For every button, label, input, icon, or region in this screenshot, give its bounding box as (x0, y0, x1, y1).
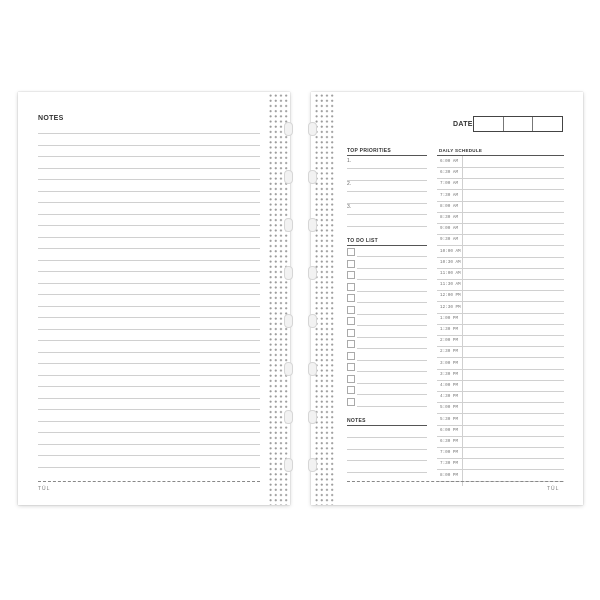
schedule-time-label: 8:30 AM (440, 215, 459, 220)
notes-line[interactable] (38, 145, 260, 146)
daily-schedule-title: DAILY SCHEDULE (439, 148, 483, 153)
daily-planner-page (311, 92, 583, 505)
binder-hole (308, 170, 317, 184)
bottom-dashed-line (347, 481, 563, 482)
todo-line[interactable] (357, 383, 427, 384)
notes-line[interactable] (38, 375, 260, 376)
todo-checkbox[interactable] (347, 248, 355, 256)
notes-title-small: NOTES (347, 418, 366, 424)
todo-title: TO DO LIST (347, 238, 378, 244)
schedule-rule (437, 155, 564, 156)
todo-line[interactable] (357, 360, 427, 361)
schedule-time-label: 6:00 PM (440, 427, 459, 433)
schedule-row-line[interactable] (437, 436, 564, 437)
schedule-row-line[interactable] (437, 380, 564, 381)
todo-checkbox[interactable] (347, 340, 355, 348)
notes-line[interactable] (38, 386, 260, 387)
notes-line[interactable] (38, 191, 260, 192)
notes-line[interactable] (38, 133, 260, 134)
priority-line[interactable] (347, 214, 427, 215)
notes-line[interactable] (38, 179, 260, 180)
notes-line[interactable] (38, 409, 260, 410)
dot-grid-strip (267, 92, 288, 505)
binder-hole (284, 218, 293, 232)
notes-line[interactable] (347, 449, 427, 450)
schedule-time-label: 5:00 PM (440, 405, 459, 411)
todo-line[interactable] (357, 256, 427, 257)
notes-line[interactable] (347, 460, 427, 461)
binder-hole (308, 218, 317, 232)
binder-hole (284, 410, 293, 424)
binder-hole (308, 362, 317, 376)
schedule-row-line[interactable] (437, 391, 564, 392)
schedule-time-label: 12:30 PM (440, 304, 461, 310)
schedule-row-line[interactable] (437, 301, 564, 302)
priority-line[interactable] (347, 226, 427, 227)
schedule-time-label: 2:30 PM (440, 349, 459, 355)
todo-line[interactable] (357, 314, 427, 315)
schedule-time-label: 1:30 PM (440, 327, 459, 332)
todo-line[interactable] (357, 337, 427, 338)
binder-hole (284, 458, 293, 472)
todo-checkbox[interactable] (347, 375, 355, 383)
todo-line[interactable] (357, 371, 427, 372)
todo-checkbox[interactable] (347, 329, 355, 337)
notes-title: NOTES (38, 115, 64, 122)
schedule-row-line[interactable] (437, 234, 564, 235)
schedule-row-line[interactable] (437, 212, 564, 213)
notes-line[interactable] (347, 472, 427, 473)
notes-line[interactable] (38, 352, 260, 353)
notes-line[interactable] (38, 398, 260, 399)
todo-checkbox[interactable] (347, 260, 355, 268)
schedule-row-line[interactable] (437, 357, 564, 358)
todo-line[interactable] (357, 348, 427, 349)
todo-checkbox[interactable] (347, 283, 355, 291)
bottom-dashed-line (38, 481, 260, 482)
schedule-row-line[interactable] (437, 324, 564, 325)
schedule-time-label: 1:00 PM (440, 315, 459, 321)
notes-line[interactable] (38, 237, 260, 238)
schedule-time-label: 4:30 PM (440, 394, 459, 400)
binder-hole (284, 362, 293, 376)
schedule-time-label: 6:00 AM (440, 159, 459, 164)
priority-line[interactable] (347, 168, 427, 169)
notes-line[interactable] (38, 271, 260, 272)
binder-hole (284, 314, 293, 328)
schedule-row-line[interactable] (437, 313, 564, 314)
brand-logo-left: TŪL (38, 486, 51, 492)
date-field[interactable] (473, 116, 563, 132)
schedule-row-line[interactable] (437, 346, 564, 347)
todo-line[interactable] (357, 406, 427, 407)
notes-line[interactable] (38, 363, 260, 364)
notes-line[interactable] (38, 340, 260, 341)
schedule-time-label: 6:30 AM (440, 170, 459, 176)
brand-logo-right: TŪL (547, 486, 560, 492)
notes-rule (347, 425, 427, 426)
notes-line[interactable] (38, 260, 260, 261)
todo-line[interactable] (357, 325, 427, 326)
priority-line[interactable] (347, 191, 427, 192)
notes-line[interactable] (38, 317, 260, 318)
schedule-time-label: 5:30 PM (440, 416, 459, 422)
top-priorities-title: TOP PRIORITIES (347, 148, 392, 154)
schedule-time-label: 2:00 PM (440, 338, 459, 344)
schedule-time-label: 9:30 AM (440, 237, 459, 243)
binder-hole (284, 170, 293, 184)
schedule-row-line[interactable] (437, 402, 564, 403)
schedule-time-label: 7:30 AM (440, 192, 459, 198)
schedule-time-label: 11:00 AM (440, 271, 461, 276)
todo-checkbox[interactable] (347, 271, 355, 279)
schedule-row-line[interactable] (437, 458, 564, 459)
todo-checkbox[interactable] (347, 363, 355, 371)
binder-hole (308, 458, 317, 472)
notes-line[interactable] (38, 294, 260, 295)
schedule-time-label: 12:00 PM (440, 293, 461, 299)
notes-line[interactable] (38, 455, 260, 456)
schedule-time-label: 8:00 PM (440, 472, 459, 478)
todo-line[interactable] (357, 394, 427, 395)
notes-line[interactable] (38, 283, 260, 284)
schedule-time-label: 7:00 PM (440, 450, 459, 456)
schedule-row-line[interactable] (437, 413, 564, 414)
todo-line[interactable] (357, 268, 427, 269)
schedule-time-label: 3:30 PM (440, 371, 459, 377)
binder-hole (284, 266, 293, 280)
schedule-time-label: 9:00 AM (440, 226, 459, 232)
notes-line[interactable] (38, 225, 260, 226)
priority-line[interactable] (347, 180, 427, 181)
notes-line[interactable] (38, 444, 260, 445)
todo-checkbox[interactable] (347, 386, 355, 394)
todo-checkbox[interactable] (347, 352, 355, 360)
binder-hole (308, 410, 317, 424)
binder-hole (308, 314, 317, 328)
schedule-time-label: 4:00 PM (440, 383, 459, 388)
todo-line[interactable] (357, 291, 427, 292)
schedule-row-line[interactable] (437, 279, 564, 280)
schedule-row-line[interactable] (437, 201, 564, 202)
schedule-row-line[interactable] (437, 189, 564, 190)
binder-hole (308, 266, 317, 280)
todo-checkbox[interactable] (347, 317, 355, 325)
notes-line[interactable] (38, 329, 260, 330)
todo-checkbox[interactable] (347, 306, 355, 314)
date-label: DATE (453, 121, 473, 128)
priority-number-3: 3. (347, 204, 352, 210)
schedule-time-label: 8:00 AM (440, 203, 459, 209)
todo-checkbox[interactable] (347, 398, 355, 406)
schedule-time-label: 10:30 AM (440, 259, 461, 265)
schedule-time-label: 6:30 PM (440, 439, 459, 444)
schedule-row-line[interactable] (437, 335, 564, 336)
notes-line[interactable] (38, 248, 260, 249)
todo-checkbox[interactable] (347, 294, 355, 302)
notes-line[interactable] (347, 437, 427, 438)
schedule-row-line[interactable] (437, 167, 564, 168)
notes-line[interactable] (38, 306, 260, 307)
todo-rule (347, 245, 427, 246)
schedule-row-line[interactable] (437, 369, 564, 370)
schedule-row-line[interactable] (437, 257, 564, 258)
priority-number-2: 2. (347, 181, 352, 187)
notes-line[interactable] (38, 421, 260, 422)
binder-hole (308, 122, 317, 136)
notes-line[interactable] (38, 214, 260, 215)
schedule-row-line[interactable] (437, 290, 564, 291)
schedule-row-line[interactable] (437, 469, 564, 470)
todo-line[interactable] (357, 279, 427, 280)
schedule-row-line[interactable] (437, 447, 564, 448)
todo-line[interactable] (357, 302, 427, 303)
priority-number-1: 1. (347, 158, 352, 164)
schedule-row-line[interactable] (437, 425, 564, 426)
schedule-row-line[interactable] (437, 178, 564, 179)
schedule-time-label: 3:00 PM (440, 360, 459, 366)
notes-line[interactable] (38, 202, 260, 203)
notes-page (18, 92, 290, 505)
schedule-time-label: 10:00 AM (440, 248, 461, 254)
schedule-row-line[interactable] (437, 245, 564, 246)
schedule-time-label: 11:30 AM (440, 282, 461, 288)
notes-line[interactable] (38, 432, 260, 433)
dot-grid-strip (313, 92, 334, 505)
schedule-time-label: 7:30 PM (440, 461, 459, 467)
top-priorities-rule (347, 155, 427, 156)
schedule-row-line[interactable] (437, 268, 564, 269)
schedule-time-label: 7:00 AM (440, 181, 459, 187)
notes-line[interactable] (38, 467, 260, 468)
binder-hole (284, 122, 293, 136)
priority-line[interactable] (347, 203, 427, 204)
notes-line[interactable] (38, 156, 260, 157)
notes-line[interactable] (38, 168, 260, 169)
schedule-row-line[interactable] (437, 223, 564, 224)
